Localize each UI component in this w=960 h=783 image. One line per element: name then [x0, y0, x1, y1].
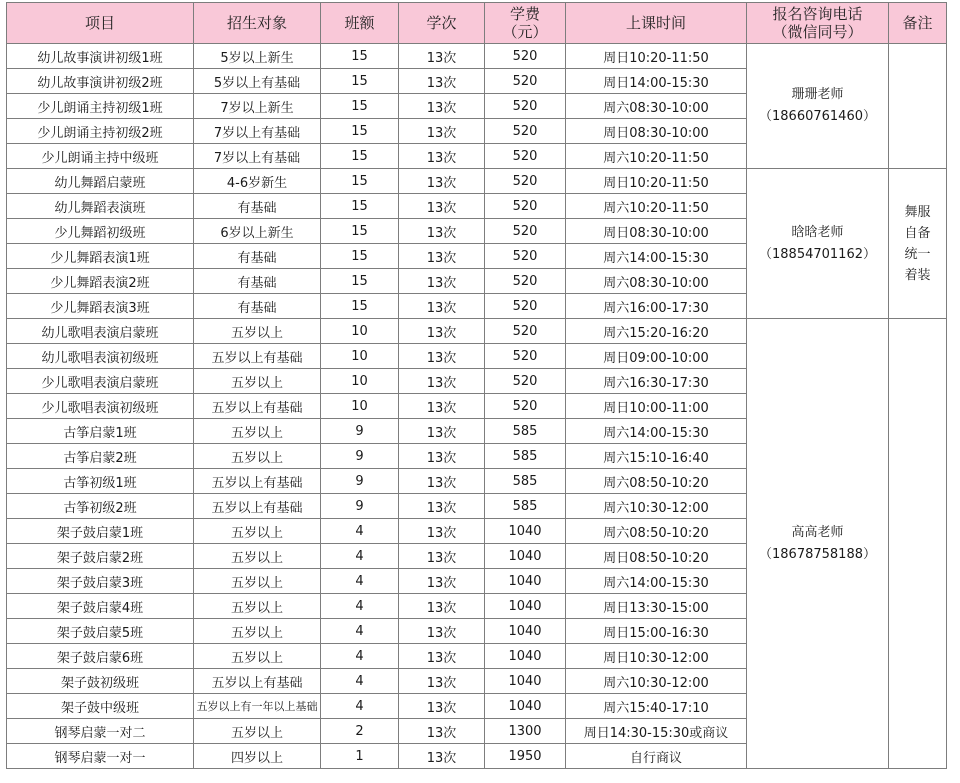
cell-target: 五岁以上	[194, 644, 321, 669]
cell-project: 古筝初级1班	[7, 469, 194, 494]
cell-sessions: 13次	[399, 694, 485, 719]
cell-fee: 520	[485, 144, 566, 169]
cell-fee: 520	[485, 69, 566, 94]
cell-time: 周日08:50-10:20	[566, 544, 747, 569]
note-cell	[889, 169, 947, 319]
contact-phone: （18678758188）	[759, 546, 876, 562]
header-contact-line1: 报名咨询电话	[772, 5, 863, 23]
cell-time: 周六08:50-10:20	[566, 469, 747, 494]
cell-time: 周六08:30-10:00	[566, 269, 747, 294]
cell-sessions: 13次	[399, 569, 485, 594]
cell-project: 少儿舞蹈表演1班	[7, 244, 194, 269]
header-project: 项目	[7, 3, 194, 44]
cell-sessions: 13次	[399, 494, 485, 519]
cell-fee: 520	[485, 119, 566, 144]
cell-project: 少儿歌唱表演初级班	[7, 394, 194, 419]
cell-fee: 1040	[485, 694, 566, 719]
cell-target: 7岁以上有基础	[194, 144, 321, 169]
cell-time: 周六15:40-17:10	[566, 694, 747, 719]
cell-project: 少儿舞蹈表演3班	[7, 294, 194, 319]
cell-size: 4	[321, 644, 399, 669]
cell-target: 五岁以上	[194, 319, 321, 344]
cell-time: 自行商议	[566, 744, 747, 769]
cell-size: 10	[321, 344, 399, 369]
cell-time: 周日09:00-10:00	[566, 344, 747, 369]
cell-project: 幼儿歌唱表演初级班	[7, 344, 194, 369]
cell-target: 五岁以上有基础	[194, 469, 321, 494]
header-note: 备注	[889, 3, 947, 44]
header-fee	[485, 3, 566, 44]
cell-size: 4	[321, 594, 399, 619]
contact-teacher: 珊珊老师	[791, 87, 844, 102]
note-line: 统一	[904, 246, 931, 262]
cell-fee: 1040	[485, 544, 566, 569]
cell-time: 周六15:10-16:40	[566, 444, 747, 469]
header-contact-line2: （微信同号）	[772, 23, 863, 41]
cell-target: 五岁以上	[194, 619, 321, 644]
cell-fee: 520	[485, 219, 566, 244]
contact-cell	[747, 44, 889, 169]
cell-project: 架子鼓启蒙3班	[7, 569, 194, 594]
cell-project: 少儿朗诵主持中级班	[7, 144, 194, 169]
cell-fee: 1040	[485, 519, 566, 544]
cell-sessions: 13次	[399, 94, 485, 119]
cell-project: 少儿舞蹈初级班	[7, 219, 194, 244]
contact-teacher: 晗晗老师	[791, 224, 844, 240]
cell-project: 幼儿故事演讲初级1班	[7, 44, 194, 69]
cell-size: 4	[321, 619, 399, 644]
cell-target: 五岁以上有基础	[194, 494, 321, 519]
cell-target: 五岁以上	[194, 369, 321, 394]
cell-size: 9	[321, 419, 399, 444]
cell-project: 古筝启蒙2班	[7, 444, 194, 469]
cell-sessions: 13次	[399, 294, 485, 319]
cell-target: 4-6岁新生	[194, 169, 321, 194]
cell-time: 周日10:20-11:50	[566, 169, 747, 194]
cell-sessions: 13次	[399, 369, 485, 394]
cell-sessions: 13次	[399, 519, 485, 544]
cell-project: 少儿舞蹈表演2班	[7, 269, 194, 294]
cell-size: 15	[321, 94, 399, 119]
cell-project: 少儿朗诵主持初级2班	[7, 119, 194, 144]
cell-size: 10	[321, 394, 399, 419]
cell-target: 五岁以上	[194, 519, 321, 544]
cell-fee: 520	[485, 194, 566, 219]
cell-size: 15	[321, 44, 399, 69]
cell-size: 9	[321, 494, 399, 519]
cell-time: 周六08:50-10:20	[566, 519, 747, 544]
cell-sessions: 13次	[399, 144, 485, 169]
cell-target: 五岁以上	[194, 419, 321, 444]
cell-sessions: 13次	[399, 394, 485, 419]
cell-time: 周日10:20-11:50	[566, 44, 747, 69]
cell-size: 15	[321, 69, 399, 94]
note-cell	[889, 319, 947, 769]
cell-sessions: 13次	[399, 344, 485, 369]
header-fee-line1: 学费	[509, 5, 540, 23]
table-row	[7, 44, 947, 69]
cell-fee: 1040	[485, 569, 566, 594]
cell-target: 五岁以上有基础	[194, 394, 321, 419]
cell-time: 周六16:30-17:30	[566, 369, 747, 394]
cell-sessions: 13次	[399, 119, 485, 144]
cell-time: 周六16:00-17:30	[566, 294, 747, 319]
cell-fee: 1300	[485, 719, 566, 744]
cell-size: 10	[321, 319, 399, 344]
cell-project: 幼儿歌唱表演启蒙班	[7, 319, 194, 344]
cell-sessions: 13次	[399, 644, 485, 669]
cell-sessions: 13次	[399, 419, 485, 444]
schedule-table-wrapper	[6, 2, 947, 769]
cell-sessions: 13次	[399, 594, 485, 619]
cell-size: 4	[321, 519, 399, 544]
cell-target: 五岁以上有基础	[194, 344, 321, 369]
cell-fee: 520	[485, 94, 566, 119]
cell-size: 15	[321, 294, 399, 319]
cell-sessions: 13次	[399, 319, 485, 344]
cell-time: 周六14:00-15:30	[566, 569, 747, 594]
cell-size: 1	[321, 744, 399, 769]
header-sessions: 学次	[399, 3, 485, 44]
cell-time: 周六10:20-11:50	[566, 194, 747, 219]
cell-time: 周六10:30-12:00	[566, 494, 747, 519]
cell-size: 4	[321, 669, 399, 694]
cell-project: 架子鼓启蒙6班	[7, 644, 194, 669]
cell-time: 周六14:00-15:30	[566, 244, 747, 269]
cell-project: 幼儿舞蹈表演班	[7, 194, 194, 219]
course-schedule-table	[6, 2, 947, 769]
header-fee-line2: （元）	[502, 23, 548, 41]
header-contact	[747, 3, 889, 44]
cell-size: 2	[321, 719, 399, 744]
cell-size: 15	[321, 119, 399, 144]
cell-project: 古筝启蒙1班	[7, 419, 194, 444]
contact-phone: （18660761460）	[759, 109, 876, 124]
cell-fee: 585	[485, 494, 566, 519]
cell-project: 钢琴启蒙一对二	[7, 719, 194, 744]
cell-project: 架子鼓启蒙1班	[7, 519, 194, 544]
cell-sessions: 13次	[399, 169, 485, 194]
cell-project: 架子鼓启蒙2班	[7, 544, 194, 569]
cell-fee: 1040	[485, 669, 566, 694]
cell-target: 有基础	[194, 294, 321, 319]
header-time: 上课时间	[566, 3, 747, 44]
cell-fee: 1040	[485, 619, 566, 644]
cell-target: 7岁以上有基础	[194, 119, 321, 144]
cell-time: 周六10:20-11:50	[566, 144, 747, 169]
cell-fee: 520	[485, 344, 566, 369]
cell-fee: 1040	[485, 644, 566, 669]
contact-teacher: 高高老师	[791, 524, 844, 540]
note-line: 舞服	[904, 204, 931, 220]
cell-project: 架子鼓启蒙5班	[7, 619, 194, 644]
note-line: 着装	[904, 267, 931, 283]
cell-sessions: 13次	[399, 44, 485, 69]
cell-sessions: 13次	[399, 544, 485, 569]
cell-project: 少儿歌唱表演启蒙班	[7, 369, 194, 394]
cell-target: 五岁以上	[194, 719, 321, 744]
cell-target: 有基础	[194, 269, 321, 294]
note-line: 自备	[904, 225, 931, 241]
cell-size: 9	[321, 469, 399, 494]
cell-target: 五岁以上有基础	[194, 669, 321, 694]
cell-size: 9	[321, 444, 399, 469]
cell-time: 周日13:30-15:00	[566, 594, 747, 619]
cell-target: 5岁以上有基础	[194, 69, 321, 94]
cell-target: 五岁以上	[194, 544, 321, 569]
cell-fee: 585	[485, 444, 566, 469]
cell-time: 周日14:00-15:30	[566, 69, 747, 94]
cell-fee: 520	[485, 394, 566, 419]
cell-target: 五岁以上	[194, 444, 321, 469]
table-row	[7, 169, 947, 194]
cell-sessions: 13次	[399, 194, 485, 219]
cell-project: 幼儿故事演讲初级2班	[7, 69, 194, 94]
cell-sessions: 13次	[399, 269, 485, 294]
cell-size: 15	[321, 194, 399, 219]
cell-sessions: 13次	[399, 619, 485, 644]
cell-size: 15	[321, 244, 399, 269]
cell-target: 有基础	[194, 244, 321, 269]
cell-project: 架子鼓初级班	[7, 669, 194, 694]
cell-time: 周日15:00-16:30	[566, 619, 747, 644]
cell-time: 周六15:20-16:20	[566, 319, 747, 344]
cell-target: 五岁以上	[194, 594, 321, 619]
cell-target: 6岁以上新生	[194, 219, 321, 244]
table-row	[7, 319, 947, 344]
cell-fee: 520	[485, 319, 566, 344]
cell-target: 有基础	[194, 194, 321, 219]
cell-project: 钢琴启蒙一对一	[7, 744, 194, 769]
cell-time: 周日08:30-10:00	[566, 119, 747, 144]
cell-fee: 520	[485, 369, 566, 394]
contact-cell	[747, 169, 889, 319]
cell-sessions: 13次	[399, 719, 485, 744]
cell-fee: 520	[485, 244, 566, 269]
cell-target: 五岁以上有一年以上基础	[194, 694, 321, 719]
header-target: 招生对象	[194, 3, 321, 44]
cell-project: 古筝初级2班	[7, 494, 194, 519]
cell-project: 架子鼓中级班	[7, 694, 194, 719]
cell-time: 周日14:30-15:30或商议	[566, 719, 747, 744]
cell-sessions: 13次	[399, 69, 485, 94]
cell-target: 五岁以上	[194, 569, 321, 594]
cell-size: 15	[321, 219, 399, 244]
cell-fee: 520	[485, 169, 566, 194]
cell-sessions: 13次	[399, 244, 485, 269]
cell-project: 幼儿舞蹈启蒙班	[7, 169, 194, 194]
header-row	[7, 3, 947, 44]
cell-size: 15	[321, 269, 399, 294]
cell-time: 周日10:30-12:00	[566, 644, 747, 669]
cell-target: 5岁以上新生	[194, 44, 321, 69]
cell-fee: 1950	[485, 744, 566, 769]
cell-fee: 520	[485, 294, 566, 319]
cell-project: 少儿朗诵主持初级1班	[7, 94, 194, 119]
cell-target: 7岁以上新生	[194, 94, 321, 119]
cell-sessions: 13次	[399, 219, 485, 244]
cell-time: 周日10:00-11:00	[566, 394, 747, 419]
cell-time: 周六10:30-12:00	[566, 669, 747, 694]
cell-sessions: 13次	[399, 444, 485, 469]
cell-size: 15	[321, 169, 399, 194]
header-size: 班额	[321, 3, 399, 44]
cell-sessions: 13次	[399, 744, 485, 769]
note-cell	[889, 44, 947, 169]
cell-time: 周六14:00-15:30	[566, 419, 747, 444]
cell-sessions: 13次	[399, 469, 485, 494]
contact-cell	[747, 319, 889, 769]
cell-sessions: 13次	[399, 669, 485, 694]
cell-fee: 1040	[485, 594, 566, 619]
cell-time: 周日08:30-10:00	[566, 219, 747, 244]
cell-time: 周六08:30-10:00	[566, 94, 747, 119]
cell-size: 4	[321, 694, 399, 719]
cell-project: 架子鼓启蒙4班	[7, 594, 194, 619]
cell-size: 4	[321, 569, 399, 594]
cell-fee: 585	[485, 419, 566, 444]
cell-fee: 585	[485, 469, 566, 494]
cell-size: 4	[321, 544, 399, 569]
table-body	[7, 44, 947, 769]
cell-target: 四岁以上	[194, 744, 321, 769]
cell-fee: 520	[485, 269, 566, 294]
cell-size: 15	[321, 144, 399, 169]
contact-phone: （18854701162）	[759, 246, 876, 262]
cell-fee: 520	[485, 44, 566, 69]
cell-size: 10	[321, 369, 399, 394]
